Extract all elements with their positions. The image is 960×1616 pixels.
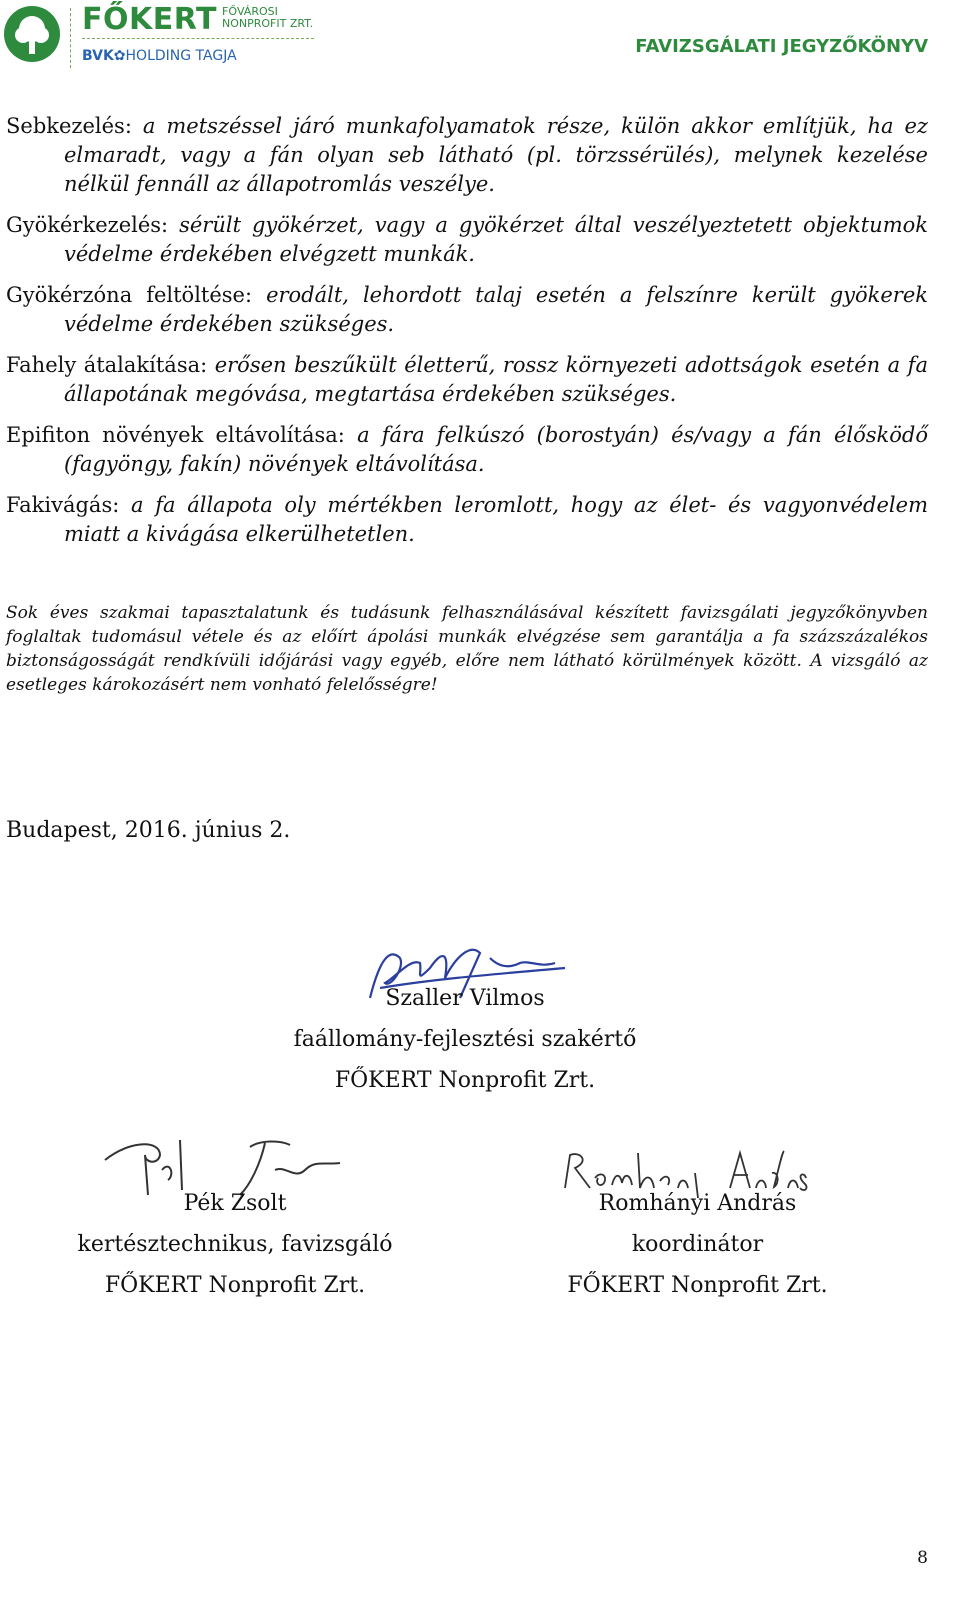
brand-subtitle [222,6,313,30]
signatory-org: FŐKERT Nonprofit Zrt. [567,1273,828,1298]
definition-term: Fahely átalakítása: [6,353,208,377]
holding-prefix: BVK [82,48,114,64]
definition-desc: a metszéssel járó munkafolyamatok része, külön akkor említjük, ha ez elmaradt, vagy a fán olyan seb látható (pl. törzssérülés), melynek kezelése nélkül fennáll az állapotromlás veszélye. [64,114,928,196]
definition-item [6,112,928,199]
page-header [0,0,960,80]
definition-item [6,491,928,549]
definition-item [6,281,928,339]
signatory-org: FŐKERT Nonprofit Zrt. [104,1273,366,1298]
signatory-name: Romhányi András [598,1191,797,1216]
brand-name: FŐKERT [82,2,217,37]
header-divider-vertical [70,8,71,68]
holding-seal-icon: ✿ [113,48,126,64]
definition-term: Gyökérkezelés: [6,213,169,237]
definition-term: Epifiton növények eltávolítása: [6,423,345,447]
brand-subtitle-line2: NONPROFIT ZRT. [222,17,314,30]
definition-item [6,421,928,479]
disclaimer-text: Sok éves szakmai tapasztalatunk és tudásunk felhasználásával készített favizsgálati jegyzőkönyvben foglaltak tudomásul vétele és az előírt ápolási munkák elvégzése sem garantálja a fa százszázalékos biztonságosságát rendkívüli időjárási vagy egyéb, előre nem látható körülmények között. A vizsgáló az esetleges károkozásért nem vonható felelősségre! [6,603,928,695]
definition-desc: a fa állapota oly mértékben leromlott, hogy az élet- és vagyonvédelem miatt a kivágása elkerülhetetlen. [64,493,928,546]
definitions-list [6,112,928,561]
signature-block-main [240,978,690,1101]
signatory-title: kertésztechnikus, favizsgáló [77,1232,393,1257]
signature-block-left [40,1183,430,1306]
document-type: FAVIZSGÁLATI JEGYZŐKÖNYV [635,36,928,57]
signatory-name: Pék Zsolt [183,1191,287,1216]
definition-term: Fakivágás: [6,493,120,517]
definition-desc: erősen beszűkült életterű, rossz környezeti adottságok esetén a fa állapotának megóvása, megtartása érdekében szükséges. [64,353,928,406]
signatory-org: FŐKERT Nonprofit Zrt. [334,1068,596,1093]
definition-term: Gyökérzóna feltöltése: [6,283,253,307]
place-date: Budapest, 2016. június 2. [6,818,291,843]
signatory-title: koordinátor [631,1232,764,1257]
page-number: 8 [917,1548,928,1568]
definition-item [6,351,928,409]
signature-block-right [520,1183,875,1306]
definition-desc: erodált, lehordott talaj esetén a felszínre került gyökerek védelme érdekében szükséges. [64,283,929,336]
definition-desc: a fára felkúszó (borostyán) és/vagy a fán élősködő (fagyöngy, fakín) növények eltávolítása. [64,423,929,476]
tree-logo-icon [4,6,60,62]
brand-subtitle-line1: FŐVÁROSI [222,5,278,18]
header-divider-horizontal [82,38,314,39]
definition-term: Sebkezelés: [6,114,132,138]
definition-desc: sérült gyökérzet, vagy a gyökérzet által veszélyeztetett objektumok védelme érdekében elvégzett munkák. [64,213,928,266]
holding-line [82,48,237,64]
signatory-name: Szaller Vilmos [385,986,545,1011]
signatory-title: faállomány-fejlesztési szakértő [293,1027,637,1052]
holding-text: HOLDING TAGJA [125,48,237,64]
definition-item [6,211,928,269]
